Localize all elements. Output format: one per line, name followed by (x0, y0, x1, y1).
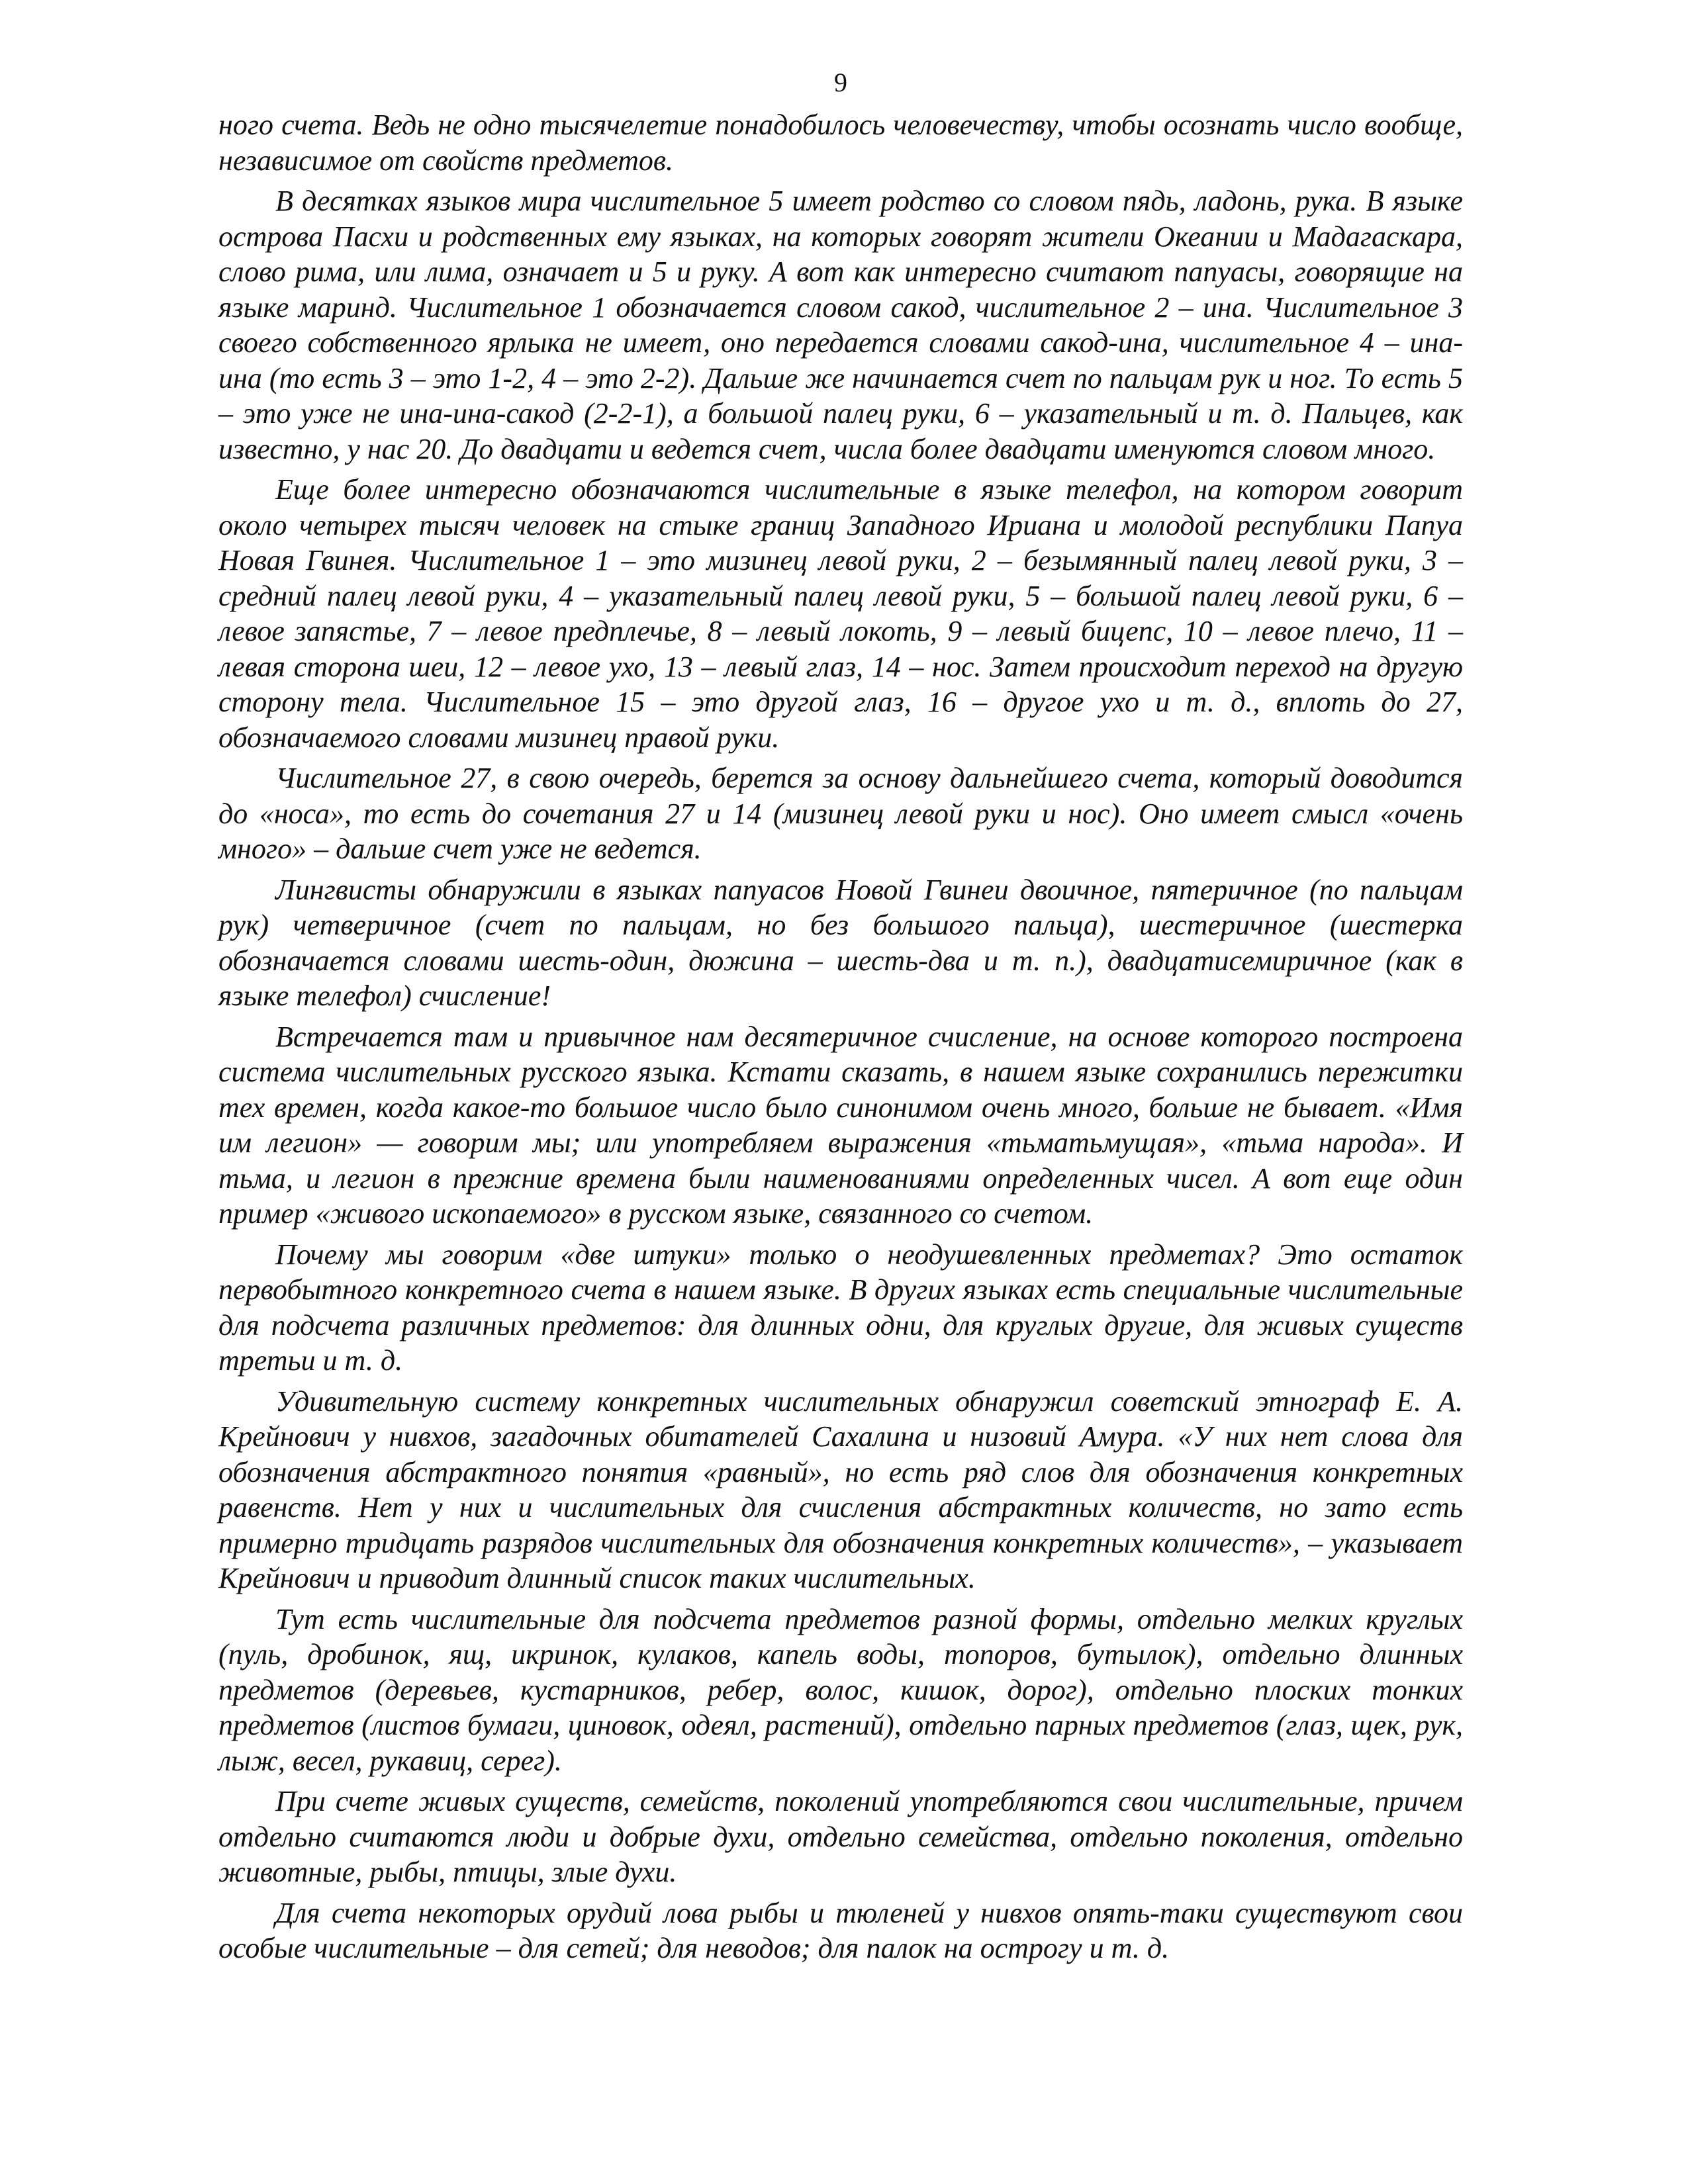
page-number: 9 (834, 68, 847, 97)
paragraph-pyad-hand: В десятках языков мира числительное 5 имеет родство со словом пядь, ладонь, рука. В языке острова Пасхи и родственных ему языках, на которых говорят жители Океании и Мадагаскара, слово рима, или лима, означает и 5 и руку. А вот как интересно считают папуасы, говорящие на языке маринд. Числительное 1 обозначается словом сакод, числительное 2 – ина. Числительное 3 своего собственного ярлыка не имеет, оно передается словами сакод-ина, числительное 4 – ина-ина (то есть 3 – это 1-2, 4 – это 2-2). Дальше же начинается счет по пальцам рук и ног. То есть 5 – это уже не ина-ина-сакод (2-2-1), а большой палец руки, 6 – указательный и т. д. Пальцев, как известно, у нас 20. До двадцати и ведется счет, числа более двадцати именуются словом много. (218, 185, 1463, 465)
paragraph-fishing-tools: Для счета некоторых орудий лова рыбы и тюленей у нивхов опять-таки существуют свои особые числительные – для сетей; для неводов; для палок на острогу и т. д. (218, 1896, 1463, 1964)
paragraph-decimal: Встречается там и привычное нам десятеричное счисление, на основе которого построена система числительных русского языка. Кстати сказать, в нашем языке сохранились пережитки тех времен, когда какое-то большое число было синонимом очень много, больше не бывает. «Имя им легион» — говорим мы; или употребляем выражения «тьматьмущая», «тьма народа». И тьма, и легион в прежние времена были наименованиями определенных чисел. А вот еще один пример «живого ископаемого» в русском языке, связанного со счетом. (218, 1020, 1463, 1230)
document-page (218, 66, 1463, 1972)
paragraph-continuation: ного счета. Ведь не одно тысячелетие понадобилось человечеству, чтобы осознать число вообще, независимое от свойств предметов. (218, 109, 1463, 177)
paragraph-number-27: Числительное 27, в свою очередь, берется за основу дальнейшего счета, который доводится до «носа», то есть до сочетания 27 и 14 (мизинец левой руки и нос). Оно имеет смысл «очень много» – дальше счет уже не ведется. (218, 762, 1463, 865)
paragraph-shapes: Тут есть числительные для подсчета предметов разной формы, отдельно мелких круглых (пуль, дробинок, ящ, икринок, кулаков, капель воды, топоров, бутылок), отдельно длинных предметов (деревьев, кустарников, ребер, волос, кишок, дорог), отдельно плоских тонких предметов (листов бумаги, циновок, одеял, растений), отдельно парных предметов (глаз, щек, рук, лыж, весел, рукавиц, серег). (218, 1602, 1463, 1777)
paragraph-kreinovich: Удивительную систему конкретных числительных обнаружил советский этнограф Е. А. Крейнович у нивхов, загадочных обитателей Сахалина и низовий Амура. «У них нет слова для обозначения абстрактного понятия «равный», но есть ряд слов для обозначения конкретных равенств. Нет у них и числительных для счисления абстрактных количеств, но зато есть примерно тридцать разрядов числительных для обозначения конкретных количеств», – указывает Крейнович и приводит длинный список таких числительных. (218, 1385, 1463, 1594)
paragraph-living-beings: При счете живых существ, семейств, поколений употребляются свои числительные, причем отдельно считаются люди и добрые духи, отдельно семейства, отдельно поколения, отдельно животные, рыбы, птицы, злые духи. (218, 1785, 1463, 1888)
paragraph-two-pieces: Почему мы говорим «две штуки» только о неодушевленных предметах? Это остаток первобытного конкретного счета в нашем языке. В других языках есть специальные числительные для подсчета различных предметов: для длинных одни, для круглых другие, для живых существ третьи и т. д. (218, 1238, 1463, 1377)
paragraph-linguists: Лингвисты обнаружили в языках папуасов Новой Гвинеи двоичное, пятеричное (по пальцам рук) четверичное (счет по пальцам, но без большого пальца), шестеричное (шестерка обозначается словами шесть-один, дюжина – шесть-два и т. п.), двадцатисемиричное (как в языке телефол) счисление! (218, 873, 1463, 1012)
paragraph-telefol: Еще более интересно обозначаются числительные в языке телефол, на котором говорит около четырех тысяч человек на стыке границ Западного Ириана и молодой республики Папуа Новая Гвинея. Числительное 1 – это мизинец левой руки, 2 – безымянный палец левой руки, 3 – средний палец левой руки, 4 – указательный палец левой руки, 5 – большой палец левой руки, 6 – левое запястье, 7 – левое предплечье, 8 – левый локоть, 9 – левый бицепс, 10 – левое плечо, 11 – левая сторона шеи, 12 – левое ухо, 13 – левый глаз, 14 – нос. Затем происходит переход на другую сторону тела. Числительное 15 – это другой глаз, 16 – другое ухо и т. д., вплоть до 27, обозначаемого словами мизинец правой руки. (218, 473, 1463, 754)
